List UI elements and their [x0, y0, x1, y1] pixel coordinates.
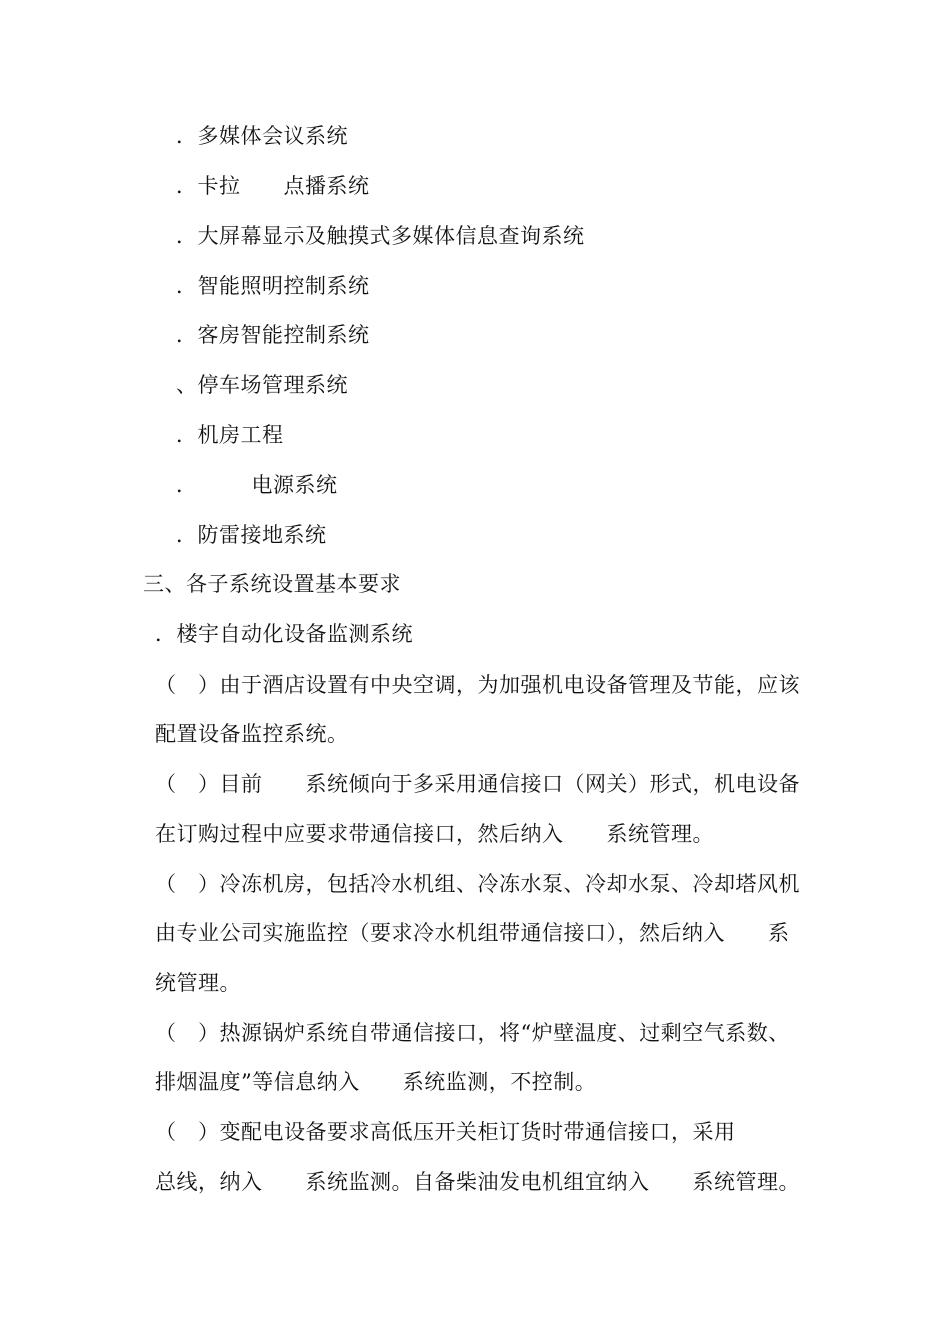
paragraph-line: （ ）由于酒店设置有中央空调，为加强机电设备管理及节能，应该 [155, 673, 800, 697]
list-item: ．智能照明控制系统 [176, 274, 370, 298]
paragraph-line: （ ）热源锅炉系统自带通信接口，将“炉壁温度、过剩空气系数、 [155, 1021, 790, 1045]
list-item: ．多媒体会议系统 [176, 124, 348, 148]
paragraph-line: （ ）冷冻机房，包括冷水机组、冷冻水泵、冷却水泵、冷却塔风机 [155, 872, 800, 896]
paragraph-line: 由专业公司实施监控（要求冷水机组带通信接口），然后纳入 系 [155, 921, 790, 945]
paragraph-line: 排烟温度”等信息纳入 系统监测，不控制。 [155, 1070, 597, 1094]
list-item: ．防雷接地系统 [176, 523, 327, 547]
paragraph-line: 统管理。 [155, 971, 241, 995]
list-item: ． 电源系统 [176, 473, 338, 497]
list-item: 、停车场管理系统 [176, 373, 348, 397]
paragraph-line: 总线，纳入 系统监测。自备柴油发电机组宜纳入 系统管理。 [155, 1170, 800, 1194]
list-item: ．客房智能控制系统 [176, 323, 370, 347]
section-heading: 三、各子系统设置基本要求 [143, 572, 401, 596]
paragraph-line: （ ）目前 系统倾向于多采用通信接口（网关）形式，机电设备 [155, 772, 800, 796]
list-item: ．机房工程 [176, 423, 284, 447]
paragraph-line: 在订购过程中应要求带通信接口，然后纳入 系统管理。 [155, 822, 714, 846]
subsection-heading: ．楼宇自动化设备监测系统 [155, 622, 413, 646]
list-item: ．卡拉 点播系统 [176, 174, 370, 198]
paragraph-line: 配置设备监控系统。 [155, 722, 349, 746]
paragraph-line: （ ）变配电设备要求高低压开关柜订货时带通信接口，采用 [155, 1120, 736, 1144]
list-item: ．大屏幕显示及触摸式多媒体信息查询系统 [176, 224, 585, 248]
